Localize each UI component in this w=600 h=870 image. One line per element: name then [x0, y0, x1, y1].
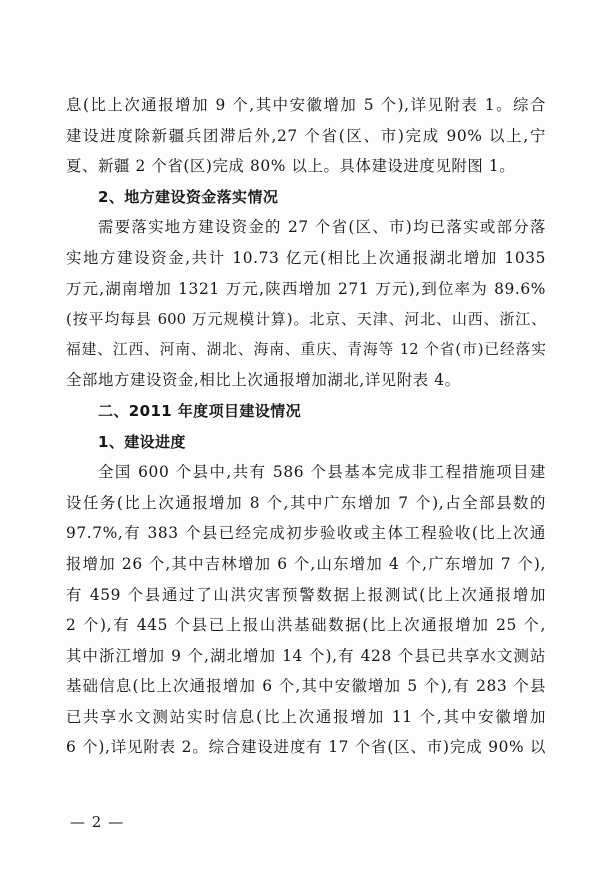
text-line: 2 个),有 445 个县已上报山洪基础数据(比上次通报增加 25 个, — [66, 616, 546, 635]
subsection-heading: 1、建设进度 — [98, 432, 186, 451]
text-line: 已共享水文测站实时信息(比上次通报增加 11 个,其中安徽增加 — [66, 707, 546, 726]
text-line: 97.7%,有 383 个县已经完成初步验收或主体工程验收(比上次通 — [66, 524, 546, 543]
text-line: 福建、江西、河南、湖北、海南、重庆、青海等 12 个省(市)已经落实 — [66, 340, 546, 358]
text-line: 设任务(比上次通报增加 8 个,其中广东增加 7 个),占全部县数的 — [66, 493, 546, 512]
section-heading: 二、2011 年度项目建设情况 — [98, 401, 301, 420]
page-number: — 2 — — [70, 813, 125, 831]
section-heading: 2、地方建设资金落实情况 — [98, 187, 279, 206]
text-line: 全部地方建设资金,相比上次通报增加湖北,详见附表 4。 — [66, 371, 461, 390]
text-line: 基础信息(比上次通报增加 6 个,其中安徽增加 5 个),有 283 个县 — [66, 677, 546, 696]
text-line: 其中浙江增加 9 个,湖北增加 14 个),有 428 个县已共享水文测站 — [66, 646, 546, 665]
text-line: 建设进度除新疆兵团滞后外,27 个省(区、市)完成 90% 以上,宁 — [66, 126, 546, 145]
text-line: 有 459 个县通过了山洪灾害预警数据上报测试(比上次通报增加 — [66, 585, 546, 604]
text-line: 实地方建设资金,共计 10.73 亿元(相比上次通报湖北增加 1035 — [66, 248, 546, 267]
text-line: (按平均每县 600 万元规模计算)。北京、天津、河北、山西、浙江、 — [66, 310, 546, 329]
text-line: 全国 600 个县中,共有 586 个县基本完成非工程措施项目建 — [98, 463, 546, 482]
text-line: 需要落实地方建设资金的 27 个省(区、市)均已落实或部分落 — [98, 218, 546, 237]
text-line: 万元,湖南增加 1321 万元,陕西增加 271 万元),到位率为 89.6% — [66, 279, 546, 298]
text-line: 息(比上次通报增加 9 个,其中安徽增加 5 个),详见附表 1。综合 — [66, 96, 546, 114]
document-body — [66, 90, 546, 763]
text-line: 夏、新疆 2 个省(区)完成 80% 以上。具体建设进度见附图 1。 — [66, 157, 516, 176]
text-line: 报增加 26 个,其中吉林增加 6 个,山东增加 4 个,广东增加 7 个), — [66, 554, 546, 573]
text-line: 6 个),详见附表 2。综合建设进度有 17 个省(区、市)完成 90% 以 — [66, 738, 546, 757]
